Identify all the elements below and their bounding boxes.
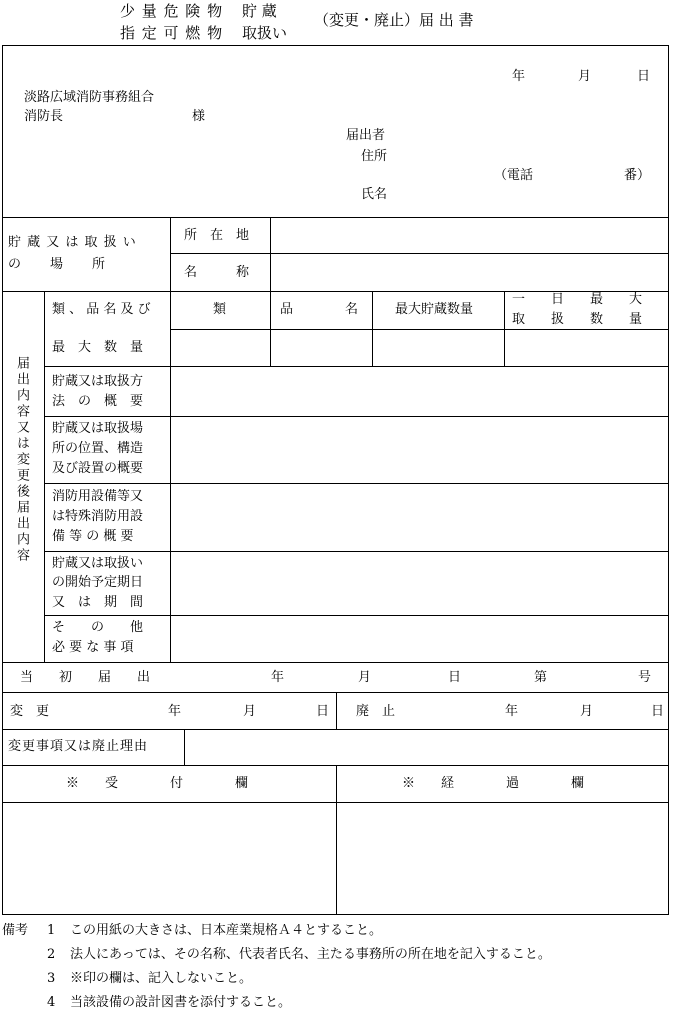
date-month: 月 [578,69,592,84]
title-suffix: （変更・廃止）届 出 書 [314,11,474,29]
note2-num: 2 [47,947,56,962]
note1-text: この用紙の大きさは、日本産業規格Ａ４とすること。 [70,923,383,938]
change-day: 日 [316,704,330,719]
class-label-line2: 最 大 数 量 [52,340,144,355]
progress-column-header: ※ 経 過 欄 [402,776,585,791]
name-label: 氏名 [361,187,388,202]
firefight-line3: 備 等 の 概 要 [52,529,134,544]
col-daily-line1: 一 日 最 大 [512,292,643,307]
title-line2-a: 指 定 可 燃 物 [120,24,224,42]
facility-line1: 貯蔵又は取扱場 [52,421,144,436]
place-label-line1: 貯 蔵 又 は 取 扱 い [8,235,137,250]
facility-line3: 及び設置の概要 [52,461,144,476]
addressee-honorific: 様 [192,109,206,124]
addressee-org: 淡路広域消防事務組合 [24,90,155,105]
location-label: 所 在 地 [184,228,250,243]
title-line1-a: 少 量 危 険 物 [120,2,224,20]
contents-side-label: 届出内容又は変更後届出内容 [14,356,29,564]
facility-line2: 所の位置、構造 [52,441,144,456]
reason-label: 変更事項又は廃止理由 [8,739,149,754]
method-line1: 貯蔵又は取扱方 [52,374,144,389]
title-line1-b: 貯 蔵 [242,2,277,20]
initial-day: 日 [448,670,462,685]
title-line2-b: 取扱い [242,24,288,42]
note3-text: ※印の欄は、記入しないこと。 [70,971,253,986]
place-label-line2: の 場 所 [8,257,107,272]
other-line2: 必 要 な 事 項 [52,640,134,655]
applicant-label: 届出者 [346,128,386,143]
initial-month: 月 [358,670,372,685]
note2-text: 法人にあっては、その名称、代表者氏名、主たる事務所の所在地を記入すること。 [70,947,551,962]
note4-text: 当該設備の設計図書を添付すること。 [70,995,292,1010]
initial-year: 年 [271,670,285,685]
notes-head: 備考 [2,923,29,938]
reception-column-header: ※ 受 付 欄 [66,776,249,791]
abolish-day: 日 [651,704,665,719]
other-line1: そ の 他 [52,620,144,635]
abolish-label: 廃 止 [356,704,396,719]
phone-open: （電話 [494,168,534,183]
facility-name-label: 名 称 [184,265,250,280]
initial-no-suffix: 号 [638,670,652,685]
start-line1: 貯蔵又は取扱い [52,556,144,571]
date-year: 年 [512,69,526,84]
note3-num: 3 [47,971,56,986]
address-label: 住所 [361,149,388,164]
col-class: 類 [213,302,227,317]
phone-close: 番） [624,168,651,183]
class-label-line1: 類 、 品 名 及 び [52,302,151,317]
change-month: 月 [243,704,257,719]
method-line2: 法 の 概 要 [52,394,144,409]
initial-filing-label: 当 初 届 出 [20,670,151,685]
col-daily-line2: 取 扱 数 量 [512,312,643,327]
note1-num: 1 [47,923,56,938]
abolish-month: 月 [580,704,594,719]
addressee-title: 消防長 [24,109,64,124]
change-label: 変 更 [10,704,50,719]
col-item: 品 名 [280,302,359,317]
abolish-year: 年 [505,704,519,719]
firefight-line1: 消防用設備等又 [52,489,144,504]
date-day: 日 [637,69,651,84]
note4-num: 4 [47,995,56,1010]
change-year: 年 [168,704,182,719]
start-line3: 又 は 期 間 [52,595,144,610]
firefight-line2: は特殊消防用設 [52,509,144,524]
col-max-storage: 最大貯蔵数量 [395,302,474,317]
initial-no-label: 第 [534,670,548,685]
start-line2: の開始予定期日 [52,575,144,590]
